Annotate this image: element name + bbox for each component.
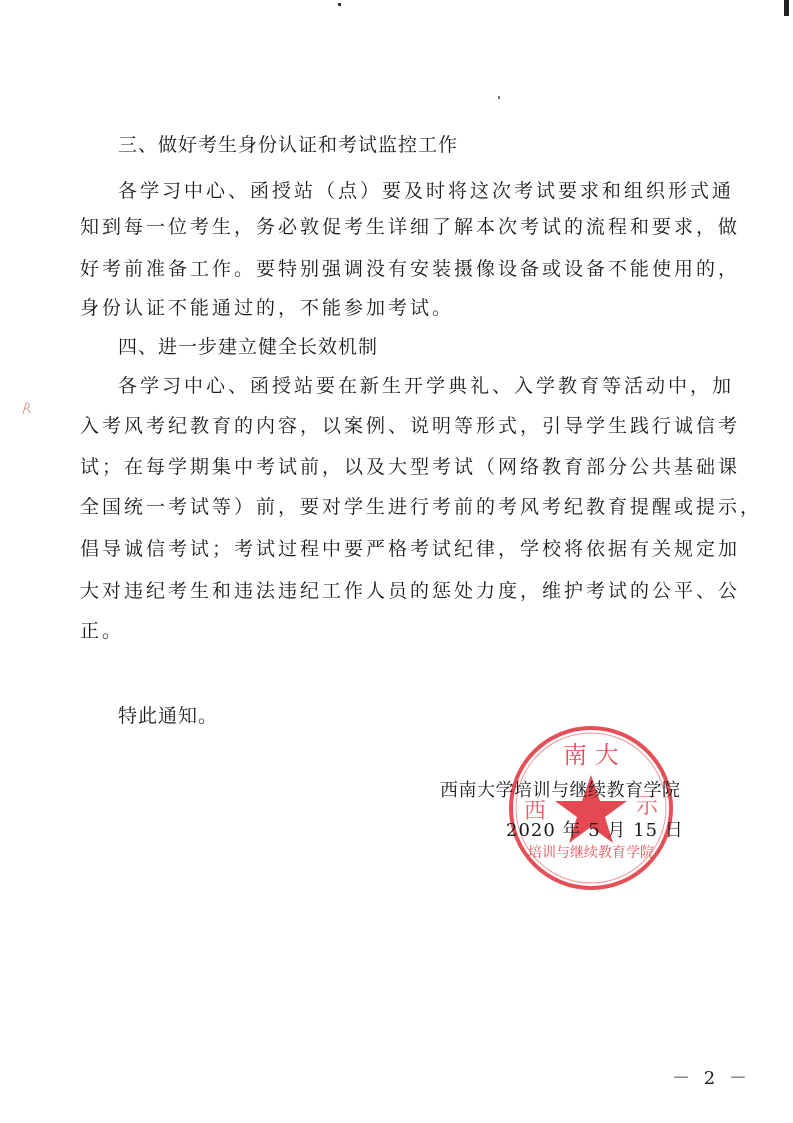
- margin-pencil-mark: [20, 400, 34, 416]
- section-4-line: 入考风考纪教育的内容，以案例、说明等形式，引导学生践行诚信考: [80, 415, 741, 437]
- section-4-line: 倡导诚信考试；考试过程中要严格考试纪律，学校将依据有关规定加: [80, 538, 741, 560]
- section-3-heading: 三、做好考生身份认证和考试监控工作: [118, 134, 459, 156]
- section-4-line: 各学习中心、函授站要在新生开学典礼、入学教育等活动中，加: [118, 375, 735, 397]
- page-number: － 2 －: [672, 1068, 751, 1089]
- section-4-line: 全国统一考试等）前，要对学生进行考前的考风考纪教育提醒或提示，: [80, 496, 763, 518]
- section-3-line: 知到每一位考生，务必敦促考生详细了解本次考试的流程和要求，做: [80, 216, 741, 238]
- scan-speck: [498, 96, 500, 99]
- seal-bottom-text: 培训与继续教育学院: [528, 845, 654, 861]
- issuer-name: 西南大学培训与继续教育学院: [440, 780, 681, 801]
- scan-edge-mark: [784, 0, 789, 16]
- section-3-line: 各学习中心、函授站（点）要及时将这次考试要求和组织形式通: [118, 180, 735, 202]
- section-4-line: 试；在每学期集中考试前，以及大型考试（网络教育部分公共基础课: [80, 456, 741, 478]
- section-3-line: 身份认证不能通过的，不能参加考试。: [80, 297, 455, 319]
- seal-right-char: 示: [636, 794, 659, 819]
- section-4-line: 正。: [80, 620, 125, 642]
- section-4-line: 大对违纪考生和违法违纪工作人员的惩处力度，维护考试的公平、公: [80, 580, 741, 602]
- official-seal: [506, 723, 676, 893]
- section-4-heading: 四、进一步建立健全长效机制: [118, 336, 379, 358]
- issue-date: 2020 年 5 月 15 日: [506, 820, 684, 841]
- section-3-line: 好考前准备工作。要特别强调没有安装摄像设备或设备不能使用的，: [80, 258, 741, 280]
- seal-left-char: 西: [524, 799, 547, 824]
- scan-speck: [338, 3, 341, 6]
- seal-top-text: 南 大: [563, 741, 619, 769]
- closing-remark: 特此通知。: [118, 705, 219, 727]
